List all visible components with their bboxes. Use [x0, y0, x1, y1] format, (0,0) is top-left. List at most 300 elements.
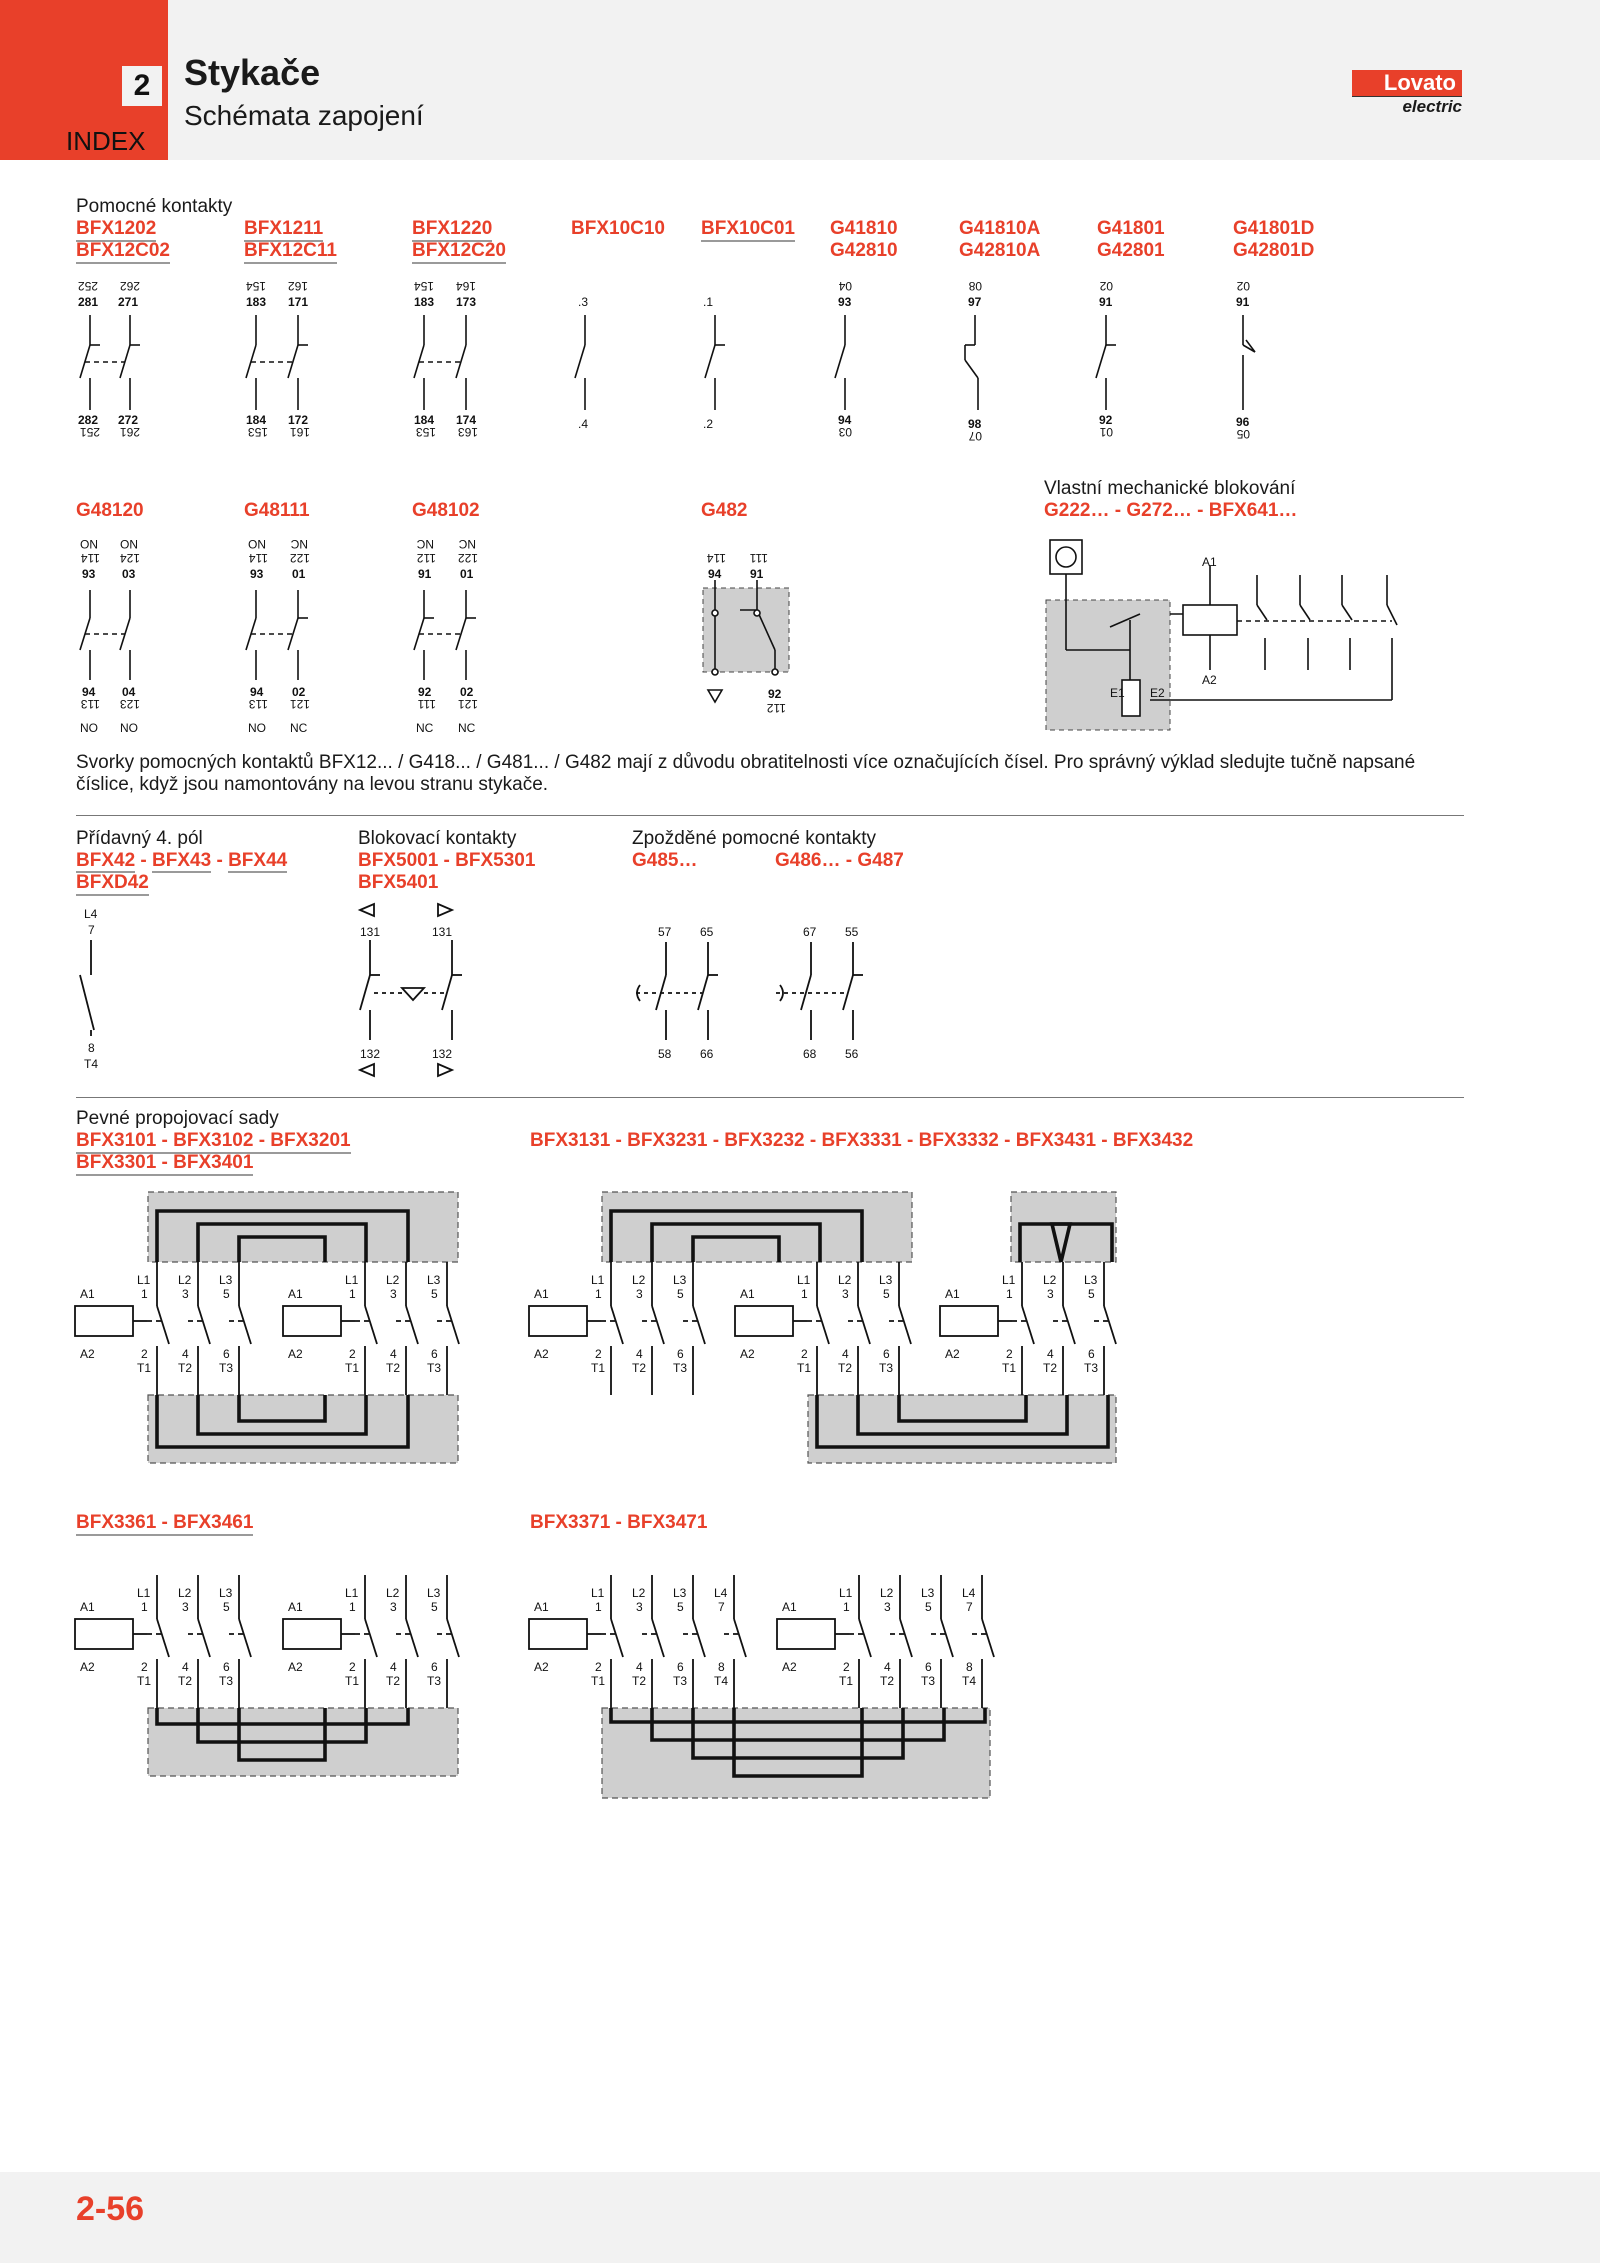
term-91b: 91	[1236, 295, 1250, 309]
pole-l-a2-1: L2	[386, 1273, 400, 1287]
logo-sub: electric	[1352, 96, 1462, 117]
g48120-m1: NO	[80, 721, 98, 735]
pole-n-b3-0: 1	[1006, 1287, 1013, 1301]
pole-t-d2-0: T1	[839, 1674, 854, 1688]
code-g482: G482	[701, 500, 748, 521]
pole-m-d1-3: 8	[718, 1660, 725, 1674]
interlock-t1: 131	[360, 925, 381, 939]
g48120-t1: 114	[80, 551, 100, 565]
sep-1: -	[135, 850, 153, 871]
code-g48102: G48102	[412, 500, 480, 521]
code-g48111: G48111	[244, 500, 310, 521]
pole-t-b3-1: T2	[1043, 1361, 1058, 1375]
pole-n-d2-3: 7	[966, 1600, 973, 1614]
pole-n-c2-1: 3	[390, 1600, 397, 1614]
interlock-codes-2: BFX5401	[358, 872, 439, 893]
pole-n-a2-0: 1	[349, 1287, 356, 1301]
pole-m-d2-2: 6	[925, 1660, 932, 1674]
link-area-top-a	[148, 1192, 458, 1262]
terminal-note: Svorky pomocných kontaktů BFX12... / G418... / G481... / G482 mají z důvodu obratitelnosti více označujících čísel. Pro správný výklad sledujte tučně napsané číslice, když jsou namontovány na levou stranu stykače.	[76, 752, 1416, 795]
pole-l4: L4	[84, 907, 98, 921]
term-162: 162	[287, 279, 308, 293]
pole-m-b3-0: 2	[1006, 1347, 1013, 1361]
g486-55: 55	[845, 925, 859, 939]
pole-n-a2-1: 3	[390, 1287, 397, 1301]
pole-m-a2-0: 2	[349, 1347, 356, 1361]
g48102-t1: 112	[416, 551, 436, 565]
g48102-b2: 01	[460, 567, 474, 581]
pole-t-b2-1: T2	[838, 1361, 853, 1375]
pole-t-d1-1: T2	[632, 1674, 647, 1688]
term-97: 97	[968, 295, 982, 309]
g486-56: 56	[845, 1047, 859, 1061]
delayed-codes-1: G485…	[632, 850, 698, 871]
g482-b1: 94	[708, 567, 722, 581]
pole-m-b1-1: 4	[636, 1347, 643, 1361]
pole-m-b2-0: 2	[801, 1347, 808, 1361]
pole-l-d1-1: L2	[632, 1586, 646, 1600]
coil-b2	[735, 1306, 793, 1336]
pole-l-c2-1: L2	[386, 1586, 400, 1600]
pole-t-b1-0: T1	[591, 1361, 606, 1375]
pole-l-b1-0: L1	[591, 1273, 605, 1287]
pole-t-a1-0: T1	[137, 1361, 152, 1375]
coil-a2-c2: A2	[288, 1660, 303, 1674]
pole-n-d1-3: 7	[718, 1600, 725, 1614]
pole-n-d2-1: 3	[884, 1600, 891, 1614]
g48102-b1: 91	[418, 567, 432, 581]
code-bfx10c10: BFX10C10	[571, 218, 665, 239]
code-bfx3361: BFX3361 - BFX3461	[76, 1512, 253, 1536]
code-g42810: G42810	[830, 240, 898, 261]
code-bfx12c11: BFX12C11	[244, 240, 337, 264]
g48120-b2: 03	[122, 567, 136, 581]
row1-contact-diagrams	[0, 270, 1600, 450]
g48102-f1: 111	[417, 697, 436, 711]
g48111-b4: 02	[292, 685, 306, 699]
term-98: 98	[968, 417, 982, 431]
pole-n-d2-2: 5	[925, 1600, 932, 1614]
pole-n-b1-0: 1	[595, 1287, 602, 1301]
term-93: 93	[838, 295, 852, 309]
code-g42801d: G42801D	[1233, 240, 1315, 261]
pole-m-d1-0: 2	[595, 1660, 602, 1674]
term-03: 03	[838, 425, 852, 439]
term-92a: 92	[1099, 413, 1113, 427]
g48111-t2: 122	[289, 551, 310, 565]
code-g41801d: G41801D	[1233, 218, 1315, 239]
coil-b3	[940, 1306, 998, 1336]
index-label[interactable]: INDEX	[66, 126, 146, 156]
coil-a1-a2: A1	[288, 1287, 303, 1301]
term-281: 281	[78, 295, 99, 309]
coil-a2-d1: A2	[534, 1660, 549, 1674]
interlock-contacts-label: Blokovací kontakty	[358, 828, 517, 849]
pole-l-c1-0: L1	[137, 1586, 151, 1600]
pole-m-c1-1: 4	[182, 1660, 189, 1674]
g48120-b3: 94	[82, 685, 96, 699]
mech-e1: E1	[1110, 686, 1125, 700]
g48102-n2: NC	[458, 537, 476, 551]
term-161: 161	[289, 425, 310, 439]
coil-a2	[283, 1306, 341, 1336]
term-282: 282	[78, 413, 99, 427]
code-bfx10c01: BFX10C01	[701, 218, 795, 242]
divider-2	[76, 1097, 1464, 1098]
pole-n-d1-1: 3	[636, 1600, 643, 1614]
pole-l-a1-1: L2	[178, 1273, 192, 1287]
g48120-f1: 113	[80, 697, 100, 711]
pole-m-c1-0: 2	[141, 1660, 148, 1674]
pole-m-a2-2: 6	[431, 1347, 438, 1361]
g482-enclosure	[703, 588, 789, 672]
mech-enclosure	[1046, 600, 1170, 730]
row2-contact-diagrams	[0, 525, 1600, 750]
g485-66: 66	[700, 1047, 714, 1061]
pole-t-b2-2: T3	[879, 1361, 894, 1375]
term-153a: 153	[247, 425, 268, 439]
g48111-f1: 113	[248, 697, 268, 711]
fixed-sets-left-codes-1: BFX3101 - BFX3102 - BFX3201	[76, 1130, 351, 1154]
mech-a1: A1	[1202, 555, 1217, 569]
code-bfx44: BFX44	[228, 850, 288, 871]
mech-a2: A2	[1202, 673, 1217, 687]
term-271: 271	[118, 295, 139, 309]
term-173: 173	[456, 295, 477, 309]
interlock-b2: 132	[432, 1047, 453, 1061]
coil-d1	[529, 1619, 587, 1649]
g48111-t1: 114	[248, 551, 268, 565]
coil-a1	[75, 1306, 133, 1336]
pole-t-b3-0: T1	[1002, 1361, 1017, 1375]
pole-t-c1-2: T3	[219, 1674, 234, 1688]
pole-m-a1-2: 6	[223, 1347, 230, 1361]
pole-m-d2-1: 4	[884, 1660, 891, 1674]
pole-n-a1-1: 3	[182, 1287, 189, 1301]
g48120-b1: 93	[82, 567, 96, 581]
term-183a: 183	[246, 295, 267, 309]
pole-n-b3-2: 5	[1088, 1287, 1095, 1301]
g48120-b4: 04	[122, 685, 136, 699]
pole-n-c2-2: 5	[431, 1600, 438, 1614]
coil-a1-d1: A1	[534, 1600, 549, 1614]
pole-l-d2-3: L4	[962, 1586, 976, 1600]
g485-65: 65	[700, 925, 714, 939]
code-bfx3371: BFX3371 - BFX3471	[530, 1512, 708, 1533]
pole-l-a1-2: L3	[219, 1273, 233, 1287]
pole-t-c1-0: T1	[137, 1674, 152, 1688]
pole-m-b1-0: 2	[595, 1347, 602, 1361]
pole-t-b1-2: T3	[673, 1361, 688, 1375]
pole-n-d1-2: 5	[677, 1600, 684, 1614]
coil-a2-b3: A2	[945, 1347, 960, 1361]
pole-l-d2-2: L3	[921, 1586, 935, 1600]
fixed-sets-label: Pevné propojovací sady	[76, 1108, 279, 1129]
code-g42810a: G42810A	[959, 240, 1041, 261]
g48120-n1: NO	[80, 537, 98, 551]
pole-l-d1-3: L4	[714, 1586, 728, 1600]
sep-2: -	[211, 850, 229, 871]
pole-t-a1-1: T2	[178, 1361, 193, 1375]
pole-n-b1-2: 5	[677, 1287, 684, 1301]
term-02a: 02	[1099, 279, 1113, 293]
coil-a1-a1: A1	[80, 1287, 95, 1301]
pole-t-a2-1: T2	[386, 1361, 401, 1375]
pole-l-b2-2: L3	[879, 1273, 893, 1287]
pole-l-b1-1: L2	[632, 1273, 646, 1287]
g48120-f2: 123	[119, 697, 140, 711]
g48111-f2: 121	[289, 697, 310, 711]
pole-m-c2-2: 6	[431, 1660, 438, 1674]
pole-m-d1-1: 4	[636, 1660, 643, 1674]
g482-b3: 92	[768, 687, 782, 701]
g48111-m1: NO	[248, 721, 266, 735]
pole-m-a1-1: 4	[182, 1347, 189, 1361]
page-title: Stykače	[184, 52, 321, 93]
coil-b1	[529, 1306, 587, 1336]
pole-t-a2-2: T3	[427, 1361, 442, 1375]
pole-n-a2-2: 5	[431, 1287, 438, 1301]
pole-l-c1-1: L2	[178, 1586, 192, 1600]
g482-t1: 114	[706, 551, 726, 565]
pole-l-a2-2: L3	[427, 1273, 441, 1287]
term-dot4: .4	[578, 417, 589, 431]
g48102-m1: NC	[416, 721, 434, 735]
g48111-n1: NO	[248, 537, 266, 551]
g48111-b1: 93	[250, 567, 264, 581]
g48120-n2: NO	[120, 537, 138, 551]
link-area-bottom-a	[148, 1395, 458, 1463]
term-164: 164	[455, 279, 476, 293]
coil-a1-b3: A1	[945, 1287, 960, 1301]
pole-l-b1-2: L3	[673, 1273, 687, 1287]
g486-68: 68	[803, 1047, 817, 1061]
coil-a2-b1: A2	[534, 1347, 549, 1361]
footer-band	[0, 2172, 1600, 2263]
coil-c2	[283, 1619, 341, 1649]
term-05: 05	[1236, 427, 1250, 441]
pole-m-a1-0: 2	[141, 1347, 148, 1361]
term-02b: 02	[1236, 279, 1250, 293]
pole-t-b1-1: T2	[632, 1361, 647, 1375]
pole-l-a2-0: L1	[345, 1273, 359, 1287]
term-dot1: .1	[703, 295, 714, 309]
pole-n-b2-1: 3	[842, 1287, 849, 1301]
term-154a: 154	[245, 279, 266, 293]
coil-a2-d2: A2	[782, 1660, 797, 1674]
pole-l-b3-1: L2	[1043, 1273, 1057, 1287]
term-163: 163	[457, 425, 478, 439]
code-g42801: G42801	[1097, 240, 1165, 261]
pole-n-b1-1: 3	[636, 1287, 643, 1301]
pole-l-c1-2: L3	[219, 1586, 233, 1600]
interlock-codes-1: BFX5001 - BFX5301	[358, 850, 536, 871]
mech-e2: E2	[1150, 686, 1165, 700]
pole-t-c2-0: T1	[345, 1674, 360, 1688]
lovato-logo	[1352, 70, 1462, 117]
delayed-codes-2: G486… - G487	[775, 850, 904, 871]
code-g48120: G48120	[76, 500, 144, 521]
pole-t-d1-3: T4	[714, 1674, 729, 1688]
fixed-sets-diagrams	[0, 1180, 1600, 1820]
pole-m-b2-1: 4	[842, 1347, 849, 1361]
g48102-m2: NC	[458, 721, 476, 735]
pole-n-b2-2: 5	[883, 1287, 890, 1301]
term-272: 272	[118, 413, 139, 427]
g48102-n1: NC	[416, 537, 434, 551]
term-08: 08	[968, 279, 982, 293]
g48102-f2: 121	[457, 697, 478, 711]
term-91a: 91	[1099, 295, 1113, 309]
section-auxiliary-label: Pomocné kontakty	[76, 196, 233, 217]
mech-interlock-codes: G222… - G272… - BFX641…	[1044, 500, 1298, 521]
pole-l-c2-2: L3	[427, 1586, 441, 1600]
g48120-m2: NO	[120, 721, 138, 735]
term-261: 261	[119, 425, 140, 439]
pole-m-c1-2: 6	[223, 1660, 230, 1674]
pole-m-d2-3: 8	[966, 1660, 973, 1674]
link-area-bottom-b	[808, 1395, 1116, 1463]
term-01a: 01	[1099, 425, 1113, 439]
term-184a: 184	[246, 413, 267, 427]
term-dot3: .3	[578, 295, 589, 309]
coil-a2-c1: A2	[80, 1660, 95, 1674]
pole-8: 8	[88, 1041, 95, 1055]
coil-a1-b2: A1	[740, 1287, 755, 1301]
code-bfx43: BFX43	[152, 850, 212, 871]
pole-m-c2-0: 2	[349, 1660, 356, 1674]
term-153b: 153	[415, 425, 436, 439]
pole-n-c1-0: 1	[141, 1600, 148, 1614]
term-172: 172	[288, 413, 309, 427]
fourth-pole-label: Přídavný 4. pól	[76, 828, 203, 849]
coil-a1-b1: A1	[534, 1287, 549, 1301]
pole-t4: T4	[84, 1057, 99, 1071]
pole-n-d1-0: 1	[595, 1600, 602, 1614]
term-174: 174	[456, 413, 477, 427]
term-183b: 183	[414, 295, 435, 309]
pole-n-b3-1: 3	[1047, 1287, 1054, 1301]
pole-7: 7	[88, 923, 95, 937]
index-tab[interactable]	[0, 0, 168, 160]
page-subtitle: Schémata zapojení	[184, 100, 424, 131]
g482-t2: 111	[749, 551, 768, 565]
coil-a2-b2: A2	[740, 1347, 755, 1361]
pole-m-b2-2: 6	[883, 1347, 890, 1361]
pole-t-d2-1: T2	[880, 1674, 895, 1688]
code-g41801: G41801	[1097, 218, 1165, 239]
pole-m-d2-0: 2	[843, 1660, 850, 1674]
pole-t-c2-1: T2	[386, 1674, 401, 1688]
term-07: 07	[968, 429, 982, 443]
pole-m-a2-1: 4	[390, 1347, 397, 1361]
term-184b: 184	[414, 413, 435, 427]
code-bfxd42: BFXD42	[76, 872, 149, 896]
coil-d2	[777, 1619, 835, 1649]
pole-t-b3-2: T3	[1084, 1361, 1099, 1375]
code-bfx1211: BFX1211	[244, 218, 323, 242]
g482-b2: 91	[750, 567, 764, 581]
code-g41810: G41810	[830, 218, 898, 239]
pole-t-d1-2: T3	[673, 1674, 688, 1688]
g48120-t2: 124	[119, 551, 140, 565]
g48111-b3: 94	[250, 685, 264, 699]
g485-58: 58	[658, 1047, 672, 1061]
g482-f1: 112	[766, 701, 786, 715]
pole-m-c2-1: 4	[390, 1660, 397, 1674]
g48102-t2: 122	[457, 551, 478, 565]
pole-l-b2-1: L2	[838, 1273, 852, 1287]
term-dot2: .2	[703, 417, 714, 431]
pole-m-b1-2: 6	[677, 1347, 684, 1361]
term-94: 94	[838, 413, 852, 427]
pole-n-c2-0: 1	[349, 1600, 356, 1614]
pole-l-a1-0: L1	[137, 1273, 151, 1287]
coil-a1-d2: A1	[782, 1600, 797, 1614]
code-bfx42: BFX42	[76, 850, 136, 871]
pole-l-d2-1: L2	[880, 1586, 894, 1600]
pole-m-d1-2: 6	[677, 1660, 684, 1674]
fixed-sets-left-codes-2: BFX3301 - BFX3401	[76, 1152, 253, 1176]
code-bfx12c20: BFX12C20	[412, 240, 506, 264]
g486-67: 67	[803, 925, 817, 939]
pole-t-a1-2: T3	[219, 1361, 234, 1375]
pole-l-b3-0: L1	[1002, 1273, 1016, 1287]
pole-t-c1-1: T2	[178, 1674, 193, 1688]
g48102-b4: 02	[460, 685, 474, 699]
term-96: 96	[1236, 415, 1250, 429]
pole-n-a1-2: 5	[223, 1287, 230, 1301]
link-area-top-b	[602, 1192, 912, 1262]
fixed-sets-right-codes: BFX3131 - BFX3231 - BFX3232 - BFX3331 - BFX3332 - BFX3431 - BFX3432	[530, 1130, 1194, 1151]
divider-1	[76, 815, 1464, 816]
pole-l-b3-2: L3	[1084, 1273, 1098, 1287]
coil-a1-c1: A1	[80, 1600, 95, 1614]
term-154b: 154	[413, 279, 434, 293]
pole-l-d2-0: L1	[839, 1586, 853, 1600]
g48111-m2: NC	[290, 721, 308, 735]
term-251: 251	[79, 425, 100, 439]
pole-l-d1-0: L1	[591, 1586, 605, 1600]
pole-t-d2-2: T3	[921, 1674, 936, 1688]
code-g41810a: G41810A	[959, 218, 1041, 239]
interlock-b1: 132	[360, 1047, 381, 1061]
logo-main: Lovato	[1352, 70, 1462, 96]
code-bfx12c02: BFX12C02	[76, 240, 170, 264]
section2-diagrams	[0, 900, 1600, 1090]
fourth-pole-codes	[76, 850, 287, 872]
g48111-n2: NC	[290, 537, 308, 551]
term-252: 252	[77, 279, 98, 293]
term-04: 04	[838, 279, 852, 293]
term-171: 171	[288, 295, 309, 309]
coil-a1-c2: A1	[288, 1600, 303, 1614]
code-bfx1220: BFX1220	[412, 218, 492, 242]
pole-m-b3-2: 6	[1088, 1347, 1095, 1361]
pole-t-d1-0: T1	[591, 1674, 606, 1688]
mech-button	[1050, 540, 1082, 574]
pole-n-b2-0: 1	[801, 1287, 808, 1301]
pole-n-d2-0: 1	[843, 1600, 850, 1614]
interlock-t2: 131	[432, 925, 453, 939]
pole-t-b2-0: T1	[797, 1361, 812, 1375]
g485-57: 57	[658, 925, 672, 939]
pole-n-c1-2: 5	[223, 1600, 230, 1614]
coil-a2-a1: A2	[80, 1347, 95, 1361]
coil-a2-a2: A2	[288, 1347, 303, 1361]
pole-l-b2-0: L1	[797, 1273, 811, 1287]
code-bfx1202: BFX1202	[76, 218, 156, 242]
